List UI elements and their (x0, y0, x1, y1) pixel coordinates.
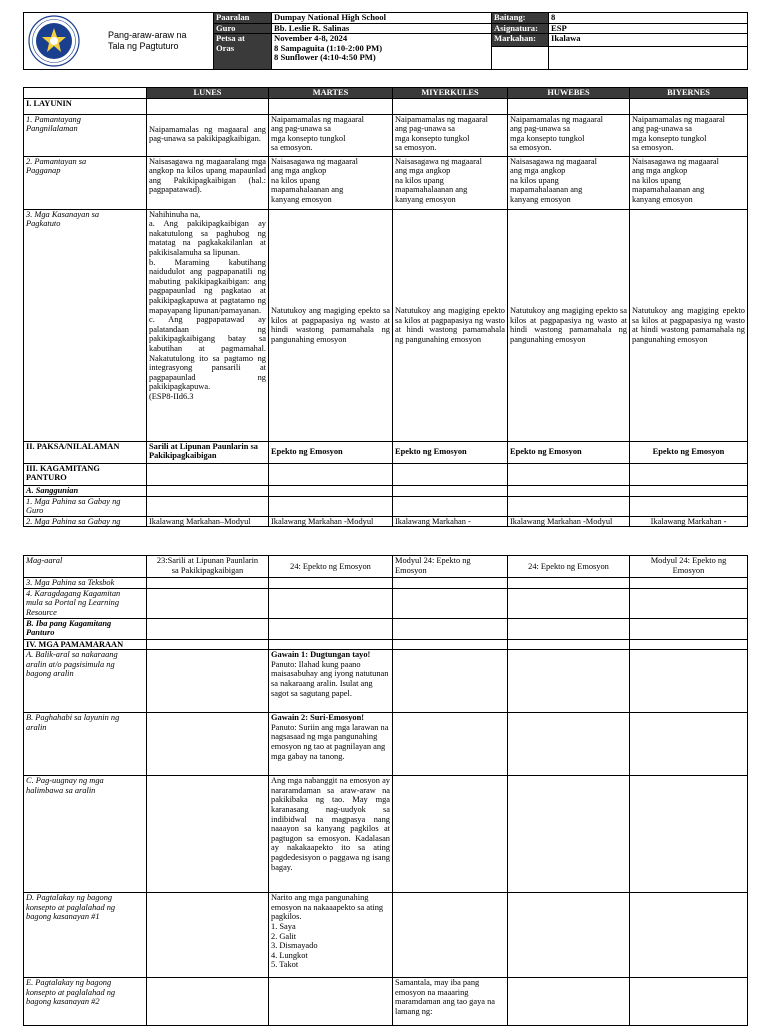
empty-cell (630, 650, 748, 713)
empty-cell (508, 776, 630, 893)
empty-cell (508, 588, 630, 618)
table-row (24, 156, 748, 209)
empty-cell (147, 893, 269, 978)
pagganap-martes: Naisasagawa ng magaaral ang mga angkop na kilos upang mapamahalaanan ang kanyang emosyon (269, 156, 393, 209)
empty-cell (269, 618, 393, 639)
pagganap-biyernes: Naisasagawa ng magaaral ang mga angkop na kilos upang mapamahalaanan ang kanyang emosyon (630, 156, 748, 209)
empty-cell (147, 588, 269, 618)
table-row (24, 893, 748, 978)
paksa-martes: Epekto ng Emosyon (269, 441, 393, 463)
row-label-c: C. Pag-uugnay ng mga halimbawa sa aralin (24, 776, 147, 893)
empty-cell (630, 639, 748, 650)
pagganap-huwebes: Naisasagawa ng magaaral ang mga angkop na kilos upang mapamahalaanan ang kanyang emosyon (508, 156, 630, 209)
empty-cell (508, 713, 630, 776)
empty-cell (393, 713, 508, 776)
e-text: Samantala, may iba pang emosyon na maaaring maramdaman ang tao gaya na lamang ng: (393, 978, 508, 1026)
empty-cell (508, 98, 630, 114)
deped-seal-icon (28, 15, 80, 67)
pamantayang-lunes: Naipamamalas ng magaaral ang pag-unawa sa pakikipagkaibigan. (147, 114, 269, 156)
empty-cell (269, 485, 393, 496)
empty-cell (147, 776, 269, 893)
kasanayan-miyerkules: Natutukoy ang magiging epekto sa kilos at pagpapasiya ng wasto at hindi wastong pamamahala ng pangunahing emosyon (393, 209, 508, 441)
empty-cell (630, 578, 748, 589)
table-row (24, 485, 748, 496)
empty-cell (508, 463, 630, 485)
pahina-huwebes: Ikalawang Markahan -Modyul (508, 516, 630, 527)
table-row (24, 588, 748, 618)
gawain-1-title: Gawain 1: Dugtungan tayo! (271, 650, 371, 660)
blank-header (24, 88, 147, 99)
section-layunin: I. LAYUNIN (24, 98, 147, 114)
empty-cell (393, 588, 508, 618)
empty-cell (492, 47, 549, 70)
empty-cell (630, 496, 748, 516)
pamantayang-martes: Naipamamalas ng magaaral ang pag-unawa sa mga konsepto tungkol sa emosyon. (269, 114, 393, 156)
row-label-a: A. Balik-aral sa nakaraang aralin at/o pagsisimula ng bagong aralin (24, 650, 147, 713)
table-row (24, 776, 748, 893)
pahina-lunes: Ikalawang Markahan–Modyul (147, 516, 269, 527)
empty-cell (269, 98, 393, 114)
empty-cell (630, 463, 748, 485)
empty-cell (147, 713, 269, 776)
paaralan-label: Paaralan (214, 13, 272, 24)
empty-cell (508, 618, 630, 639)
day-miyerkules: MIYERKULES (393, 88, 508, 99)
petsa-value: November 4-8, 2024 8 Sampaguita (1:10-2:00 PM) 8 Sunflower (4:10-4:50 PM) (272, 34, 492, 70)
row-label-sanggunian: A. Sanggunian (24, 485, 147, 496)
pamantayang-miyerkules: Naipamamalas ng magaaral ang pag-unawa sa mga konsepto tungkol sa emosyon. (393, 114, 508, 156)
day-martes: MARTES (269, 88, 393, 99)
paksa-huwebes: Epekto ng Emosyon (508, 441, 630, 463)
row-label-d: D. Pagtalakay ng bagong konsepto at paglalahad ng bagong kasanayan #1 (24, 893, 147, 978)
paksa-biyernes: Epekto ng Emosyon (630, 441, 748, 463)
kasanayan-lunes: Nahihinuha na, a. Ang pakikipagkaibigan ay nakatutulong sa paghubog ng matatag na pagkakakilanlan at pakikisalamuha sa lipunan. b. Maraming kabutihang naidudulot ang pagpapanatili ng mabuting pakikipagkaibigan: ang pagpapaunlad ng pagkatao at pakikipagkapuwa at pagtatamo ng mapayapang lipunan/pamayanan. c. Ang pagpapatawad ay palatandaan ng pakikipagkaibigang batay sa kabutihan at pagmamahal. Nakatutulong ito sa pagtamo ng integrasyong pansarili at pagpapaunlad ng pakikipagkapuwa. (ESP8-IId6.3 (147, 209, 269, 441)
header-table (23, 12, 748, 70)
magaaral-biyernes: Modyul 24: Epekto ng Emosyon (630, 556, 748, 578)
empty-cell (269, 639, 393, 650)
empty-cell (269, 496, 393, 516)
table-row (24, 209, 748, 441)
empty-cell (147, 463, 269, 485)
empty-cell (269, 578, 393, 589)
pahina-martes: Ikalawang Markahan -Modyul (269, 516, 393, 527)
table-row (24, 713, 748, 776)
empty-cell (393, 485, 508, 496)
paksa-miyerkules: Epekto ng Emosyon (393, 441, 508, 463)
row-label-e: E. Pagtalakay ng bagong konsepto at paglalahad ng bagong kasanayan #2 (24, 978, 147, 1026)
magaaral-miyerkules: Modyul 24: Epekto ng Emosyon (393, 556, 508, 578)
paksa-lunes: Sarili at Lipunan Paunlarin sa Pakikipagkaibigan (147, 441, 269, 463)
empty-cell (147, 650, 269, 713)
petsa-label: Petsa at Oras (214, 34, 272, 70)
asignatura-value: ESP (549, 23, 748, 34)
paaralan-value: Dumpay National High School (272, 13, 492, 24)
section-kagamitang: III. KAGAMITANG PANTURO (24, 463, 147, 485)
table-row (24, 114, 748, 156)
empty-cell (269, 588, 393, 618)
empty-cell (393, 893, 508, 978)
asignatura-label: Asignatura: (492, 23, 549, 34)
day-biyernes: BIYERNES (630, 88, 748, 99)
table-row (24, 496, 748, 516)
gawain-2-text: Panuto: Suriin ang mga larawan na nagsasaad ng mga pangunahing emosyon ng tao at pagnilayan ang mga gabay na tanong. (271, 722, 389, 761)
gawain-2-title: Gawain 2: Suri-Emosyon! (271, 713, 365, 723)
guro-value: Bb. Leslie R. Salinas (272, 23, 492, 34)
row-label-pamantayang: 1. Pamantayang Pangnilalaman (24, 114, 147, 156)
table-row (24, 516, 748, 527)
empty-cell (630, 978, 748, 1026)
empty-cell (630, 893, 748, 978)
row-label-kasanayan: 3. Mga Kasanayan sa Pagkatuto (24, 209, 147, 441)
empty-cell (147, 978, 269, 1026)
markahan-value: Ikalawa (549, 34, 748, 47)
empty-cell (549, 47, 748, 70)
empty-cell (508, 496, 630, 516)
empty-cell (147, 485, 269, 496)
gawain-2-cell (269, 713, 393, 776)
table-row (24, 978, 748, 1026)
empty-cell (508, 639, 630, 650)
empty-cell (630, 776, 748, 893)
empty-cell (508, 650, 630, 713)
markahan-label: Markahan: (492, 34, 549, 47)
table-row (24, 98, 748, 114)
row-label-karagdagang: 4. Karagdagang Kagamitan mula sa Portal ng Learning Resource (24, 588, 147, 618)
baitang-value: 8 (549, 13, 748, 24)
empty-cell (393, 776, 508, 893)
empty-cell (630, 98, 748, 114)
empty-cell (393, 578, 508, 589)
pagganap-lunes: Naisasagawa ng magaaralang mga angkop na kilos upang mapaunlad ang Pakikipagkaibigan (hal.: pagpapatawad). (147, 156, 269, 209)
empty-cell (393, 618, 508, 639)
row-label-teksbok: 3. Mga Pahina sa Teksbok (24, 578, 147, 589)
empty-cell (630, 588, 748, 618)
empty-cell (393, 650, 508, 713)
empty-cell (508, 893, 630, 978)
empty-cell (147, 578, 269, 589)
row-label-magaaral: Mag-aaral (24, 556, 147, 578)
day-huwebes: HUWEBES (508, 88, 630, 99)
section-paksa: II. PAKSA/NILALAMAN (24, 441, 147, 463)
empty-cell (393, 639, 508, 650)
pamantayang-huwebes: Naipamamalas ng magaaral ang pag-unawa sa mga konsepto tungkol sa emosyon. (508, 114, 630, 156)
kasanayan-biyernes: Natutukoy ang magiging epekto sa kilos at pagpapasiya ng wasto at hindi wastong pamamahala ng pangunahing emosyon (630, 209, 748, 441)
pagganap-miyerkules: Naisasagawa ng magaaral ang mga angkop na kilos upang mapamahalaanan ang kanyang emosyon (393, 156, 508, 209)
d-text: Narito ang mga pangunahing emosyon na nakaaapekto sa ating pagkilos. 1. Saya 2. Galit 3. Dismayado 4. Lungkot 5. Takot (269, 893, 393, 978)
row-label-pagganap: 2. Pamantayan sa Pagganap (24, 156, 147, 209)
empty-cell (269, 463, 393, 485)
empty-cell (508, 485, 630, 496)
table-row (24, 463, 748, 485)
kasanayan-huwebes: Natutukoy ang magiging epekto sa kilos at pagpapasiya ng wasto at hindi wastong pamamahala ng pangunahing emosyon (508, 209, 630, 441)
empty-cell (630, 713, 748, 776)
baitang-label: Baitang: (492, 13, 549, 24)
pahina-biyernes: Ikalawang Markahan - (630, 516, 748, 527)
table-row (24, 618, 748, 639)
c-text: Ang mga nabanggit na emosyon ay nararamdaman sa araw-araw na pakikibaka ng tao. May mga karanasang nag-uudyok sa indibidwal na magpasya nang naaayon sa kanyang pagkilos at pagtugon sa emosyon. Kadalasan ay nakakaapekto ito sa ating pagdedesisyon o paggawa ng isang bagay. (269, 776, 393, 893)
empty-cell (147, 98, 269, 114)
days-row (24, 88, 748, 99)
kasanayan-martes: Natutukoy ang magiging epekto sa kilos at pagpapasiya ng wasto at hindi wastong pamamahala ng pangunahing emosyon (269, 209, 393, 441)
empty-cell (508, 978, 630, 1026)
empty-cell (269, 978, 393, 1026)
empty-cell (393, 98, 508, 114)
magaaral-martes: 24: Epekto ng Emosyon (269, 556, 393, 578)
table-row (24, 578, 748, 589)
doc-title: Pang-araw-araw na Tala ng Pagtuturo (108, 30, 187, 51)
row-label-gabay: 1. Mga Pahina sa Gabay ng Guro (24, 496, 147, 516)
empty-cell (147, 639, 269, 650)
section-pamamaraan: IV. MGA PAMAMARAAN (24, 639, 147, 650)
table-row (24, 441, 748, 463)
gawain-1-cell (269, 650, 393, 713)
guro-label: Guro (214, 23, 272, 34)
empty-cell (508, 578, 630, 589)
empty-cell (147, 618, 269, 639)
pamantayang-biyernes: Naipamamalas ng magaaral ang pag-unawa sa mga konsepto tungkol sa emosyon. (630, 114, 748, 156)
row-label-b: B. Paghahabi sa layunin ng aralin (24, 713, 147, 776)
empty-cell (393, 463, 508, 485)
table-row (24, 556, 748, 578)
row-label-iba: B. Iba pang Kagamitang Panturo (24, 618, 147, 639)
magaaral-lunes: 23:Sarili at Lipunan Paunlarin sa Pakikipagkaibigan (147, 556, 269, 578)
row-label-pahina: 2. Mga Pahina sa Gabay ng (24, 516, 147, 527)
empty-cell (630, 618, 748, 639)
table-row (24, 650, 748, 713)
table-row (24, 639, 748, 650)
day-lunes: LUNES (147, 88, 269, 99)
empty-cell (630, 485, 748, 496)
empty-cell (147, 496, 269, 516)
lesson-table-1 (23, 87, 748, 527)
empty-cell (393, 496, 508, 516)
gawain-1-text: Panuto: Ilahad kung paano maisasabuhay ang iyong natutunan sa nakaraang aralin. Isulat ang sagot sa sagutang papel. (271, 659, 389, 698)
pahina-miyerkules: Ikalawang Markahan - (393, 516, 508, 527)
logo-cell (24, 13, 214, 70)
lesson-table-2 (23, 555, 748, 1026)
magaaral-huwebes: 24: Epekto ng Emosyon (508, 556, 630, 578)
